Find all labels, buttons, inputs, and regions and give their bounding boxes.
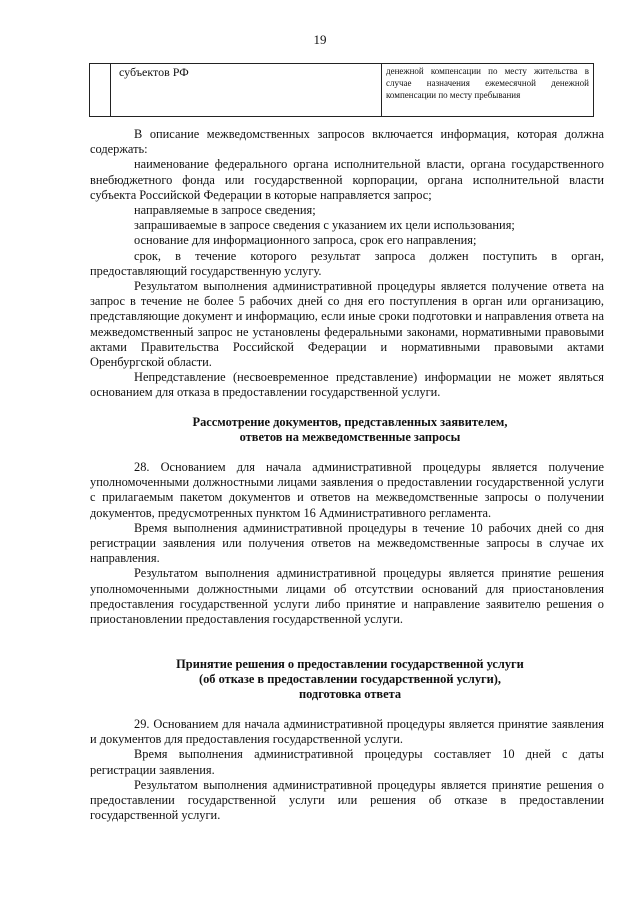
paragraph: запрашиваемые в запросе сведения с указанием их цели использования; [134, 218, 515, 233]
section-decision [90, 717, 604, 823]
section-interagency-requests [90, 127, 604, 401]
paragraph: направляемые в запросе сведения; [134, 203, 316, 218]
paragraph: 28. Основанием для начала административной процедуры является получение уполномоченными должностными лицами заявления о предоставлении государственной услуги с прилагаемым пакетом документов и ответов на межведомственные запросы о получении документов, предусмотренных пунктом 16 Административного регламента. [90, 460, 604, 520]
paragraph: 29. Основанием для начала административной процедуры является принятие заявления и документов для предоставления государственной услуги. [90, 717, 604, 747]
heading-line: (об отказе в предоставлении государственной услуги), [198, 672, 502, 687]
paragraph: Результатом выполнения административной процедуры является принятие решения уполномоченными должностными лицами об отсутствии оснований для приостановления предоставления государственной услуги либо принятие и направление заявителю решения о приостановлении предоставления государственной услуги. [90, 566, 604, 627]
paragraph: Время выполнения административной процедуры составляет 10 дней с даты регистрации заявления. [90, 747, 604, 777]
heading-line: ответов на межведомственные запросы [239, 430, 461, 445]
paragraph: основание для информационного запроса, срок его направления; [134, 233, 477, 248]
heading-line: Принятие решения о предоставлении государственной услуги [176, 657, 524, 671]
section-heading [120, 657, 580, 703]
paragraph: Результатом выполнения административной процедуры является принятие решения о предоставлении государственной услуги или решения об отказе в предоставлении государственной услуги. [90, 777, 604, 823]
section-document-review [90, 460, 604, 627]
table-row [90, 64, 594, 117]
paragraph: Время выполнения административной процедуры в течение 10 рабочих дней со дня регистрации заявления или получения ответов на межведомственные запросы в случае их направления. [90, 520, 604, 566]
heading-line: Рассмотрение документов, представленных заявителем, [192, 415, 508, 429]
continuation-table [89, 63, 594, 117]
paragraph: наименование федерального органа исполнительной власти, органа государственного внебюджетного фонда или государственной корпорации, органа исполнительной власти субъекта Российской Федерации в которые направляется запрос; [90, 157, 604, 202]
table-cell-empty [90, 64, 111, 117]
paragraph: Результатом выполнения административной процедуры является получение ответа на запрос в течение не более 5 рабочих дней со дня его поступления в орган или организацию, представляющие документ и информацию, если иные сроки подготовки и направления ответа на межведомственный запрос не установлены федеральными законами, нормативными правовыми актами Правительства Российской Федерации и нормативными правовыми актами Оренбургской области. [90, 279, 604, 370]
table-cell-subject: субъектов РФ [111, 64, 382, 117]
heading-line: подготовка ответа [298, 687, 402, 702]
page-number: 19 [313, 32, 327, 47]
section-heading [130, 415, 570, 445]
paragraph: Непредставление (несвоевременное представление) информации не может являться основанием для отказа в предоставлении государственной услуги. [90, 370, 604, 400]
paragraph: срок, в течение которого результат запроса должен поступить в орган, предоставляющий государственную услугу. [90, 248, 604, 278]
paragraph: В описание межведомственных запросов включается информация, которая должна содержать: [90, 127, 604, 157]
table-cell-description: денежной компенсации по месту жительства в случае назначения ежемесячной денежной компенсации по месту пребывания [382, 64, 594, 117]
